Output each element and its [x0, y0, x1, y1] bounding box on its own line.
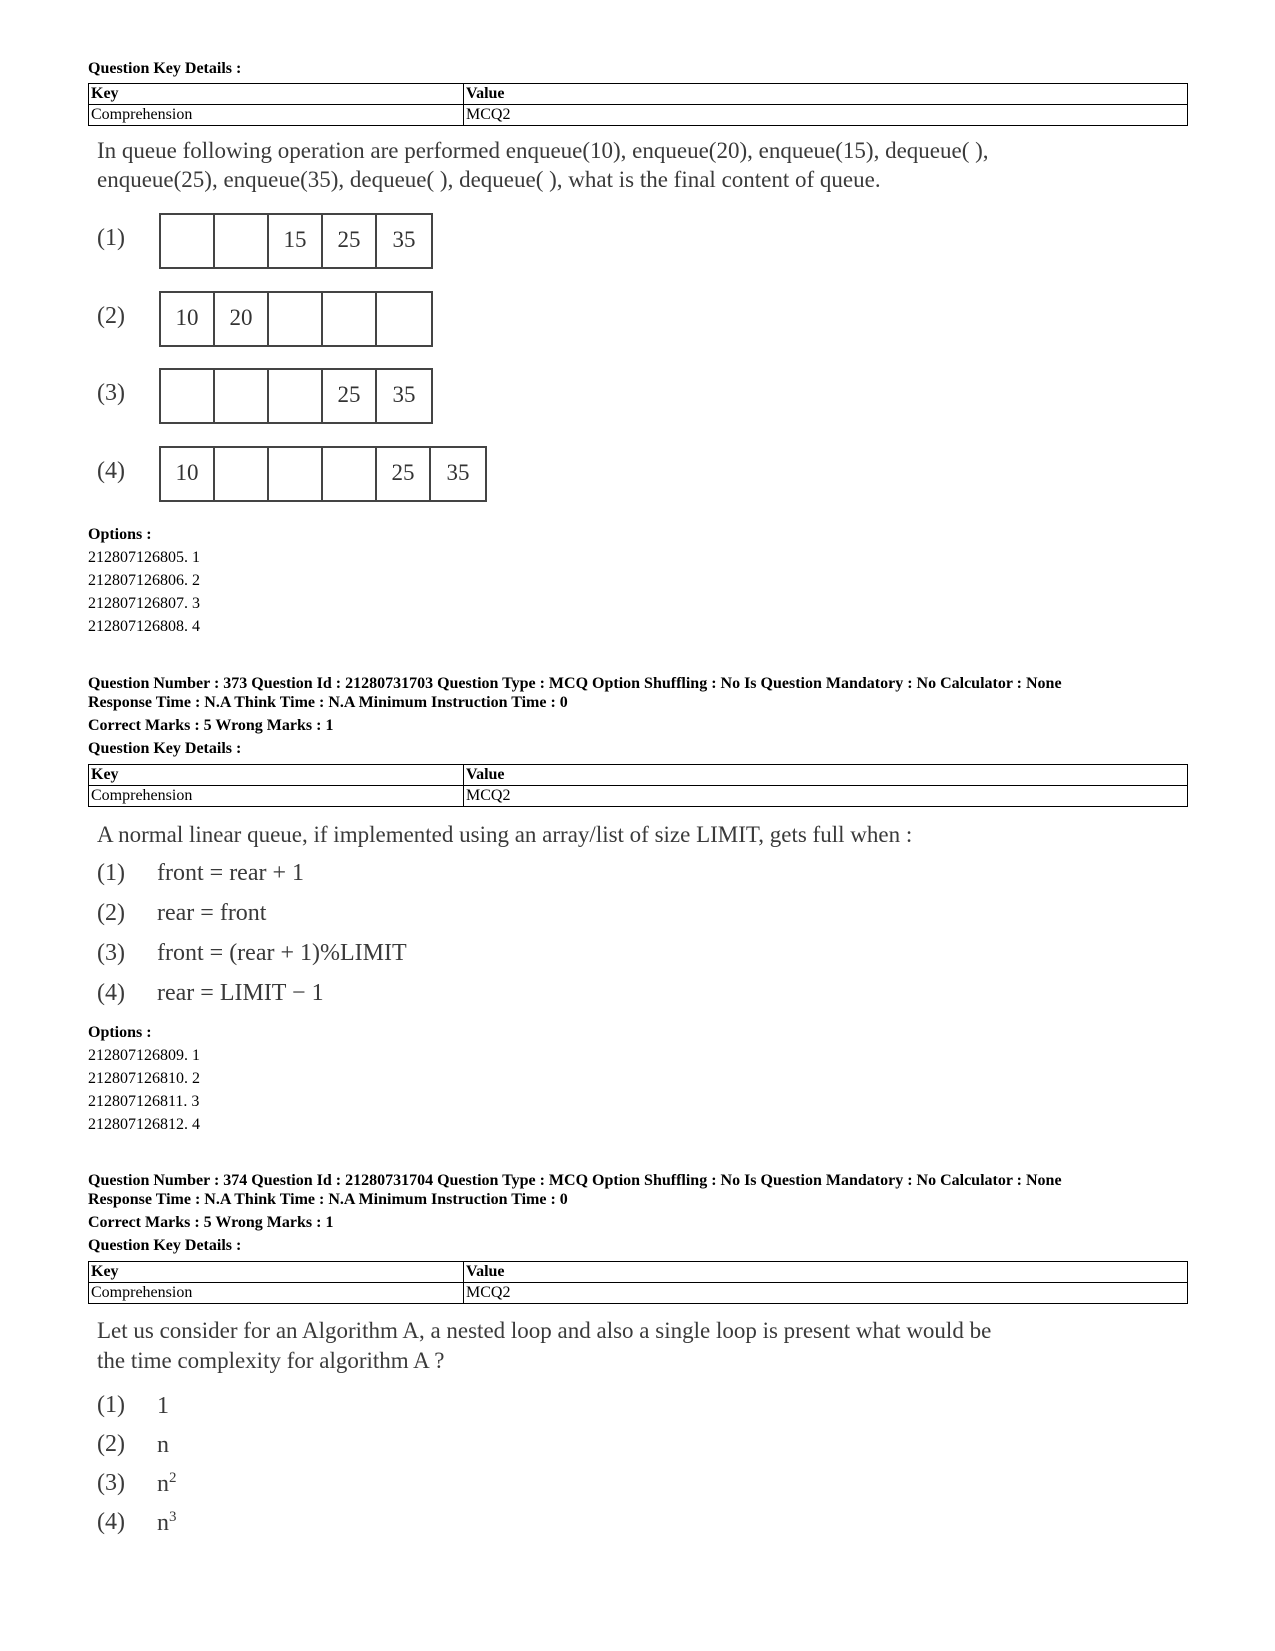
choice-row: [97, 1431, 169, 1459]
queue-cell: 25: [323, 370, 377, 422]
marks-line: Correct Marks : 5 Wrong Marks : 1: [88, 717, 334, 734]
question-text-line-1: In queue following operation are performed enqueue(10), enqueue(20), enqueue(15), dequeue( ),: [97, 138, 989, 163]
choice-row: [97, 900, 266, 927]
choice-base: n: [157, 1471, 169, 1497]
choice-row: [97, 1392, 169, 1420]
queue-array-box: [159, 213, 433, 269]
table-header-key: Key: [89, 765, 464, 786]
key-value-table: [88, 1261, 1188, 1304]
question-key-details-label: Question Key Details :: [88, 1237, 242, 1254]
queue-cell: [323, 448, 377, 500]
table-header-row: [89, 1262, 1188, 1283]
queue-cell: 35: [392, 227, 416, 252]
queue-cell: 20: [215, 293, 269, 345]
key-value-table: [88, 83, 1188, 126]
option-item: 212807126808. 4: [88, 618, 200, 635]
table-cell-value: MCQ2: [464, 1283, 1188, 1304]
choice-row: [97, 940, 407, 967]
question-key-details-label: Question Key Details :: [88, 740, 242, 757]
choice-number: (1): [97, 225, 125, 251]
queue-cell: [323, 293, 377, 345]
queue-cell: 10: [161, 448, 215, 500]
queue-cell: [269, 448, 323, 500]
table-header-value: Value: [464, 1262, 1188, 1283]
question-text: A normal linear queue, if implemented using an array/list of size LIMIT, gets full when :: [97, 822, 913, 847]
queue-cell: [215, 370, 269, 422]
queue-cell: 25: [377, 448, 431, 500]
choice-number: (2): [97, 303, 125, 329]
question-meta-line-2: Response Time : N.A Think Time : N.A Minimum Instruction Time : 0: [88, 694, 568, 711]
option-item: 212807126807. 3: [88, 595, 200, 612]
question-key-details-label: Question Key Details :: [88, 60, 242, 77]
choice-exponent: 3: [169, 1509, 177, 1525]
table-header-key: Key: [89, 1262, 464, 1283]
queue-cell: [215, 448, 269, 500]
question-meta-line-2: Response Time : N.A Think Time : N.A Minimum Instruction Time : 0: [88, 1191, 568, 1208]
queue-cell: [269, 370, 323, 422]
options-label: Options :: [88, 1024, 152, 1041]
queue-cell: [161, 370, 215, 422]
question-text-line-1: Let us consider for an Algorithm A, a nested loop and also a single loop is present what would be: [97, 1318, 992, 1343]
table-row: [89, 1283, 1188, 1304]
choice-number: (3): [97, 940, 125, 966]
queue-array-box: [159, 446, 487, 502]
choice-text: [157, 1392, 169, 1420]
marks-line: Correct Marks : 5 Wrong Marks : 1: [88, 1214, 334, 1231]
choice-base: 1: [157, 1393, 169, 1419]
queue-cell: 25: [323, 215, 377, 267]
option-item: 212807126809. 1: [88, 1047, 200, 1064]
choice-number: (4): [97, 1509, 125, 1535]
choice-number: (4): [97, 458, 125, 484]
option-item: 212807126812. 4: [88, 1116, 200, 1133]
queue-cell: 10: [161, 293, 215, 345]
choice-text: [157, 1509, 177, 1537]
queue-array-box: [159, 291, 433, 347]
key-value-table: [88, 764, 1188, 807]
choice-number: (4): [97, 980, 125, 1006]
table-cell-key: Comprehension: [89, 786, 464, 807]
question-meta-line-1: Question Number : 374 Question Id : 21280731704 Question Type : MCQ Option Shuffling : No Is Question Mandatory : No Calculator : None: [88, 1172, 1062, 1189]
option-item: 212807126810. 2: [88, 1070, 200, 1087]
table-cell-value: MCQ2: [464, 786, 1188, 807]
queue-cell: [269, 293, 323, 345]
choice-base: n: [157, 1432, 169, 1458]
queue-array-box: [159, 368, 433, 424]
choice-text: rear = LIMIT − 1: [157, 980, 324, 1006]
choice-number: (2): [97, 1431, 125, 1457]
table-header-row: [89, 765, 1188, 786]
choice-text: [157, 1470, 177, 1498]
choice-row: [97, 1470, 177, 1498]
choice-number: (3): [97, 1470, 125, 1496]
table-header-key: Key: [89, 84, 464, 105]
choice-text: [157, 1431, 169, 1459]
queue-cell: [377, 293, 431, 345]
table-header-value: Value: [464, 765, 1188, 786]
question-meta-line-1: Question Number : 373 Question Id : 21280731703 Question Type : MCQ Option Shuffling : No Is Question Mandatory : No Calculator : None: [88, 675, 1062, 692]
table-row: [89, 786, 1188, 807]
table-row: [89, 105, 1188, 126]
queue-cell: 35: [446, 460, 470, 485]
option-item: 212807126811. 3: [88, 1093, 200, 1110]
table-cell-key: Comprehension: [89, 105, 464, 126]
queue-cell: 35: [392, 382, 416, 407]
option-item: 212807126805. 1: [88, 549, 200, 566]
choice-exponent: 2: [169, 1470, 177, 1486]
choice-row: [97, 980, 324, 1007]
choice-text: rear = front: [157, 900, 267, 926]
table-header-row: [89, 84, 1188, 105]
choice-text: front = rear + 1: [157, 860, 305, 886]
choice-base: n: [157, 1510, 169, 1536]
option-item: 212807126806. 2: [88, 572, 200, 589]
table-cell-value: MCQ2: [464, 105, 1188, 126]
choice-row: [97, 860, 304, 887]
table-cell-key: Comprehension: [89, 1283, 464, 1304]
options-label: Options :: [88, 526, 152, 543]
choice-text: front = (rear + 1)%LIMIT: [157, 940, 407, 966]
queue-cell: [161, 215, 215, 267]
queue-cell: 15: [269, 215, 323, 267]
queue-cell: [215, 215, 269, 267]
question-text-line-2: enqueue(25), enqueue(35), dequeue( ), dequeue( ), what is the final content of queue.: [97, 167, 881, 192]
choice-row: [97, 1509, 177, 1537]
choice-number: (2): [97, 900, 125, 926]
table-header-value: Value: [464, 84, 1188, 105]
question-text-line-2: the time complexity for algorithm A ?: [97, 1348, 445, 1373]
choice-number: (1): [97, 1392, 125, 1418]
choice-number: (3): [97, 380, 125, 406]
choice-number: (1): [97, 860, 125, 886]
